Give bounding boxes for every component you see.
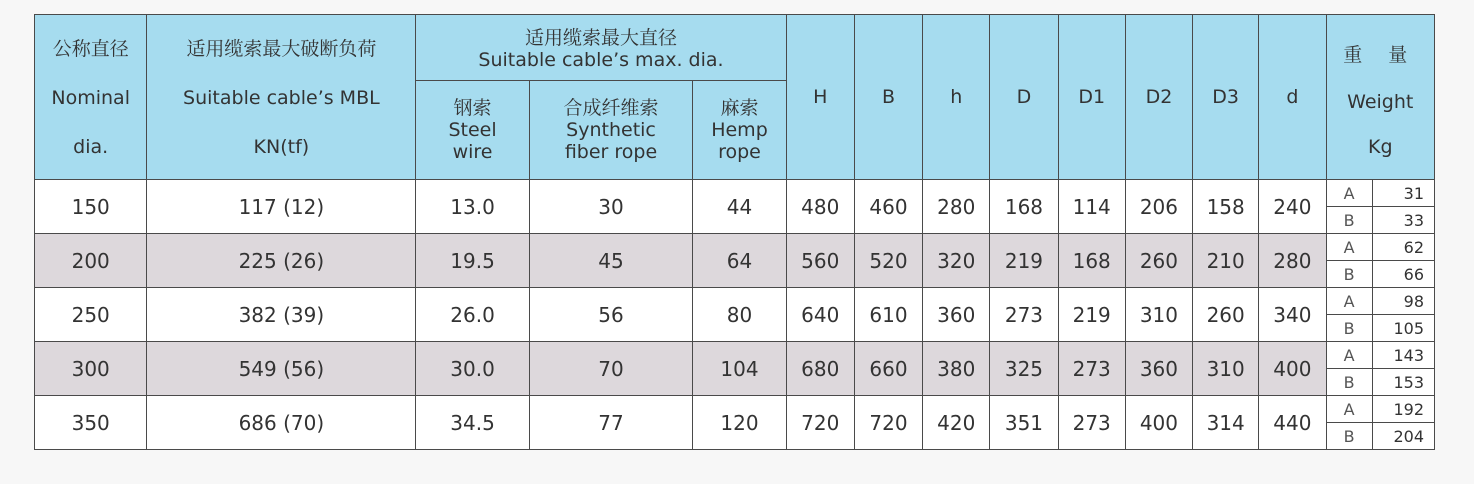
cell-dim-h: 420	[923, 396, 990, 450]
cell-dim-D1: 273	[1058, 342, 1125, 396]
cell-dim-D3: 210	[1193, 234, 1259, 288]
cell-nominal-dia: 300	[35, 342, 147, 396]
cell-steel-wire: 34.5	[416, 396, 529, 450]
header-steel-zh: 钢索	[453, 97, 492, 119]
cell-weight-type-a: A	[1326, 342, 1372, 369]
cell-dim-B: 720	[854, 396, 922, 450]
cell-hemp-rope: 104	[693, 342, 786, 396]
header-dim-D: D	[990, 15, 1058, 180]
header-nominal-dia	[35, 15, 147, 180]
cell-synthetic-fiber: 56	[529, 288, 693, 342]
cell-nominal-dia: 150	[35, 180, 147, 234]
cell-dim-B: 460	[854, 180, 922, 234]
cell-weight-type-b: B	[1326, 261, 1372, 288]
table-row	[35, 288, 1435, 315]
header-weight-zh: 重 量	[1343, 44, 1418, 66]
header-synthetic-en1: Synthetic	[566, 119, 656, 141]
header-dim-H: H	[786, 15, 854, 180]
header-steel-en1: Steel	[448, 119, 497, 141]
cell-weight-type-a: A	[1326, 396, 1372, 423]
cell-mbl: 549 (56)	[147, 342, 416, 396]
cell-weight-type-b: B	[1326, 423, 1372, 450]
cell-dim-D: 325	[990, 342, 1058, 396]
cell-weight-value-b: 33	[1372, 207, 1434, 234]
header-hemp-en1: Hemp	[711, 119, 768, 141]
cell-dim-h: 380	[923, 342, 990, 396]
cell-synthetic-fiber: 77	[529, 396, 693, 450]
cell-weight-type-a: A	[1326, 180, 1372, 207]
cell-mbl: 117 (12)	[147, 180, 416, 234]
cell-dim-D1: 114	[1058, 180, 1125, 234]
header-max-dia-group	[416, 15, 786, 81]
header-dim-D3: D3	[1193, 15, 1259, 180]
cell-weight-type-a: A	[1326, 288, 1372, 315]
header-mbl-unit: KN(tf)	[253, 136, 310, 158]
cell-weight-value-b: 105	[1372, 315, 1434, 342]
cell-steel-wire: 19.5	[416, 234, 529, 288]
cell-dim-D2: 206	[1125, 180, 1192, 234]
cell-mbl: 686 (70)	[147, 396, 416, 450]
header-max-dia-en: Suitable cable’s max. dia.	[478, 48, 724, 71]
specification-table	[34, 14, 1435, 450]
cell-dim-d: 400	[1259, 342, 1326, 396]
cell-hemp-rope: 120	[693, 396, 786, 450]
cell-dim-d: 280	[1259, 234, 1326, 288]
cell-dim-h: 280	[923, 180, 990, 234]
cell-dim-D3: 310	[1193, 342, 1259, 396]
cell-dim-B: 610	[854, 288, 922, 342]
cell-dim-D2: 310	[1125, 288, 1192, 342]
cell-dim-h: 360	[923, 288, 990, 342]
cell-weight-value-b: 204	[1372, 423, 1434, 450]
cell-dim-D3: 314	[1193, 396, 1259, 450]
cell-dim-D: 219	[990, 234, 1058, 288]
header-weight	[1326, 15, 1434, 180]
header-mbl	[147, 15, 416, 180]
header-nominal-zh: 公称直径	[52, 38, 129, 60]
cell-dim-D1: 168	[1058, 234, 1125, 288]
cell-weight-value-a: 31	[1372, 180, 1434, 207]
cell-weight-value-a: 143	[1372, 342, 1434, 369]
cell-steel-wire: 13.0	[416, 180, 529, 234]
table-row	[35, 342, 1435, 369]
cell-weight-value-a: 98	[1372, 288, 1434, 315]
header-dim-D2: D2	[1125, 15, 1192, 180]
cell-dim-D: 351	[990, 396, 1058, 450]
table-row	[35, 234, 1435, 261]
cell-dim-D2: 260	[1125, 234, 1192, 288]
cell-dim-d: 240	[1259, 180, 1326, 234]
cell-dim-D2: 360	[1125, 342, 1192, 396]
header-synthetic-en2: fiber rope	[564, 141, 658, 163]
header-dim-B: B	[854, 15, 922, 180]
cell-dim-H: 640	[786, 288, 854, 342]
cell-hemp-rope: 80	[693, 288, 786, 342]
cell-dim-D: 273	[990, 288, 1058, 342]
cell-mbl: 382 (39)	[147, 288, 416, 342]
cell-weight-value-a: 62	[1372, 234, 1434, 261]
cell-weight-value-b: 66	[1372, 261, 1434, 288]
header-synthetic-fiber	[529, 81, 693, 180]
cell-hemp-rope: 64	[693, 234, 786, 288]
cell-dim-D2: 400	[1125, 396, 1192, 450]
cell-dim-B: 520	[854, 234, 922, 288]
cell-dim-B: 660	[854, 342, 922, 396]
header-dim-d: d	[1259, 15, 1326, 180]
header-mbl-zh: 适用缆索最大破断负荷	[186, 38, 377, 60]
cell-dim-d: 340	[1259, 288, 1326, 342]
cell-weight-value-a: 192	[1372, 396, 1434, 423]
cell-weight-type-a: A	[1326, 234, 1372, 261]
header-weight-unit: Kg	[1367, 136, 1393, 158]
cell-weight-type-b: B	[1326, 315, 1372, 342]
table-row	[35, 396, 1435, 423]
cell-nominal-dia: 350	[35, 396, 147, 450]
cell-dim-D1: 273	[1058, 396, 1125, 450]
table-body	[35, 180, 1435, 450]
cell-dim-h: 320	[923, 234, 990, 288]
cell-dim-D1: 219	[1058, 288, 1125, 342]
cell-weight-type-b: B	[1326, 369, 1372, 396]
header-row-1	[35, 15, 1435, 81]
header-dim-D1: D1	[1058, 15, 1125, 180]
cell-synthetic-fiber: 45	[529, 234, 693, 288]
header-nominal-en: Nominal	[51, 87, 130, 109]
header-hemp-rope	[693, 81, 786, 180]
cell-dim-H: 560	[786, 234, 854, 288]
cell-steel-wire: 26.0	[416, 288, 529, 342]
cell-nominal-dia: 200	[35, 234, 147, 288]
cell-mbl: 225 (26)	[147, 234, 416, 288]
header-nominal-unit: dia.	[73, 136, 109, 158]
header-hemp-zh: 麻索	[720, 97, 759, 119]
header-mbl-en: Suitable cable’s MBL	[183, 87, 380, 109]
cell-synthetic-fiber: 70	[529, 342, 693, 396]
cell-dim-d: 440	[1259, 396, 1326, 450]
header-synthetic-zh: 合成纤维索	[563, 97, 659, 119]
cell-steel-wire: 30.0	[416, 342, 529, 396]
cell-dim-H: 680	[786, 342, 854, 396]
header-dim-h: h	[923, 15, 990, 180]
cell-dim-D3: 158	[1193, 180, 1259, 234]
cell-weight-type-b: B	[1326, 207, 1372, 234]
header-max-dia-zh: 适用缆索最大直径	[524, 26, 677, 49]
cell-dim-H: 480	[786, 180, 854, 234]
cell-weight-value-b: 153	[1372, 369, 1434, 396]
spec-sheet	[34, 14, 1435, 450]
cell-dim-D3: 260	[1193, 288, 1259, 342]
cell-dim-H: 720	[786, 396, 854, 450]
header-steel-wire	[416, 81, 529, 180]
header-weight-en: Weight	[1347, 90, 1414, 113]
header-hemp-en2: rope	[718, 141, 761, 163]
cell-dim-D: 168	[990, 180, 1058, 234]
header-steel-en2: wire	[452, 141, 493, 163]
table-row	[35, 180, 1435, 207]
cell-nominal-dia: 250	[35, 288, 147, 342]
cell-hemp-rope: 44	[693, 180, 786, 234]
cell-synthetic-fiber: 30	[529, 180, 693, 234]
